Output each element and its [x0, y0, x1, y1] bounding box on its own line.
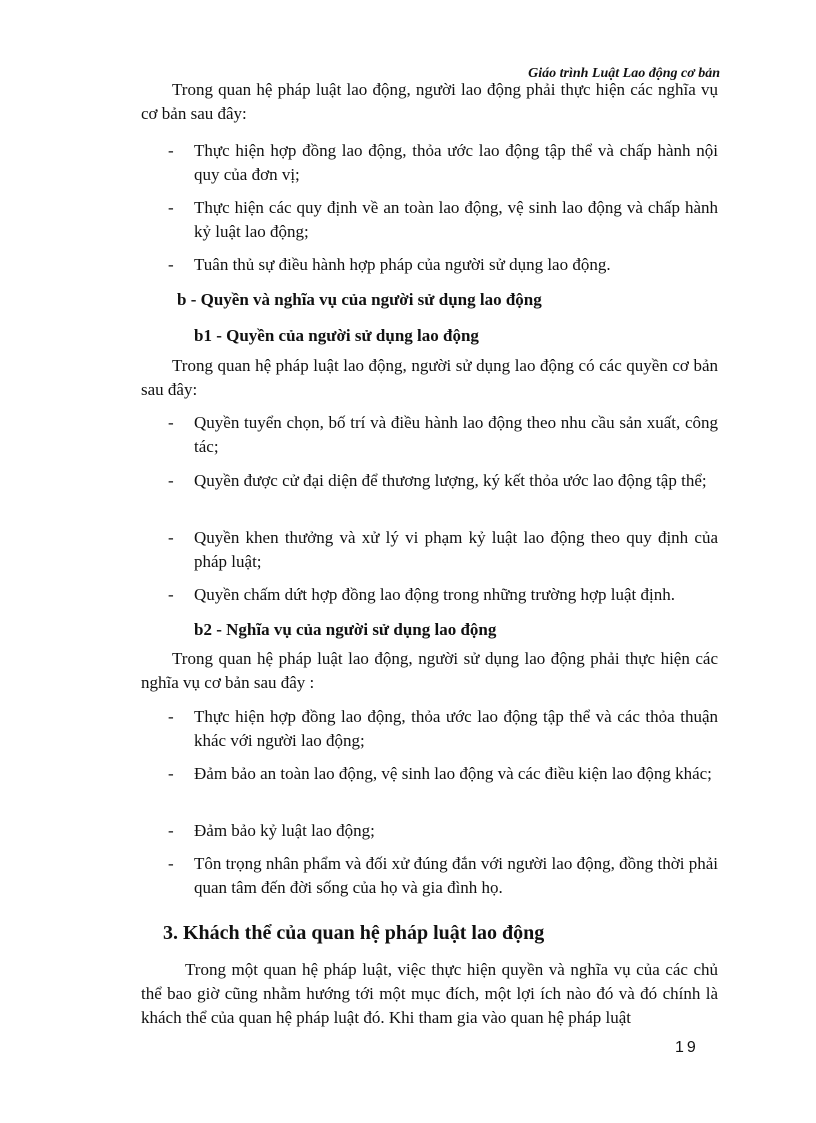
page-number: 19	[675, 1039, 699, 1056]
list-item	[168, 139, 718, 187]
list-item-text: Quyền khen thưởng và xử lý vi phạm kỷ luật lao động theo quy định của pháp luật;	[194, 528, 718, 571]
list-item	[168, 705, 718, 753]
list-dash: -	[168, 764, 174, 783]
heading-section-b1: b1 - Quyền của người sử dụng lao động	[194, 326, 479, 345]
list-item	[168, 411, 718, 459]
list-dash: -	[168, 707, 174, 726]
list-item-text: Quyền tuyển chọn, bố trí và điều hành lao động theo nhu cầu sản xuất, công tác;	[194, 413, 718, 456]
list-item	[168, 253, 718, 277]
paragraph-employer-obligations-intro: Trong quan hệ pháp luật lao động, người sử dụng lao động phải thực hiện các nghĩa vụ cơ bản sau đây :	[141, 649, 718, 692]
list-item-text: Đảm bảo an toàn lao động, vệ sinh lao động và các điều kiện lao động khác;	[194, 764, 712, 783]
list-dash: -	[168, 255, 174, 274]
list-dash: -	[168, 471, 174, 490]
list-item	[168, 196, 718, 244]
list-item-text: Tôn trọng nhân phẩm và đối xử đúng đắn với người lao động, đồng thời phải quan tâm đến đời sống của họ và gia đình họ.	[194, 854, 718, 897]
list-item-text: Quyền được cử đại diện để thương lượng, ký kết thỏa ước lao động tập thể;	[194, 471, 707, 490]
list-dash: -	[168, 528, 174, 547]
list-item	[168, 526, 718, 574]
list-dash: -	[168, 413, 174, 432]
list-dash: -	[168, 854, 174, 873]
list-item-text: Thực hiện các quy định về an toàn lao động, vệ sinh lao động và chấp hành kỷ luật lao động;	[194, 198, 718, 241]
heading-section-3: 3. Khách thể của quan hệ pháp luật lao động	[163, 922, 545, 944]
list-item-text: Tuân thủ sự điều hành hợp pháp của người sử dụng lao động.	[194, 255, 611, 274]
list-dash: -	[168, 585, 174, 604]
paragraph-worker-obligations-intro: Trong quan hệ pháp luật lao động, người lao động phải thực hiện các nghĩa vụ cơ bản sau đây:	[141, 80, 718, 123]
paragraph-object-of-relation: Trong một quan hệ pháp luật, việc thực hiện quyền và nghĩa vụ của các chủ thể bao giờ cũng nhằm hướng tới một mục đích, một lợi ích nào đó và đó chính là khách thể của quan hệ pháp luật đó. Khi tham gia vào quan hệ pháp luật	[141, 960, 718, 1027]
list-dash: -	[168, 821, 174, 840]
list-item-text: Đảm bảo kỷ luật lao động;	[194, 821, 375, 840]
list-item	[168, 583, 718, 607]
heading-section-b: b - Quyền và nghĩa vụ của người sử dụng lao động	[177, 290, 542, 309]
list-item	[168, 819, 718, 843]
paragraph-employer-rights-intro: Trong quan hệ pháp luật lao động, người sử dụng lao động có các quyền cơ bản sau đây:	[141, 356, 718, 399]
list-dash: -	[168, 141, 174, 160]
list-item	[168, 762, 718, 786]
list-item	[168, 469, 718, 493]
list-dash: -	[168, 198, 174, 217]
heading-section-b2: b2 - Nghĩa vụ của người sử dụng lao động	[194, 620, 497, 639]
running-header: Giáo trình Luật Lao động cơ bản	[528, 66, 720, 81]
list-item	[168, 852, 718, 900]
list-item-text: Thực hiện hợp đồng lao động, thỏa ước lao động tập thể và chấp hành nội quy của đơn vị;	[194, 141, 718, 184]
list-item-text: Thực hiện hợp đồng lao động, thỏa ước lao động tập thể và các thỏa thuận khác với người lao động;	[194, 707, 718, 750]
list-item-text: Quyền chấm dứt hợp đồng lao động trong những trường hợp luật định.	[194, 585, 675, 604]
